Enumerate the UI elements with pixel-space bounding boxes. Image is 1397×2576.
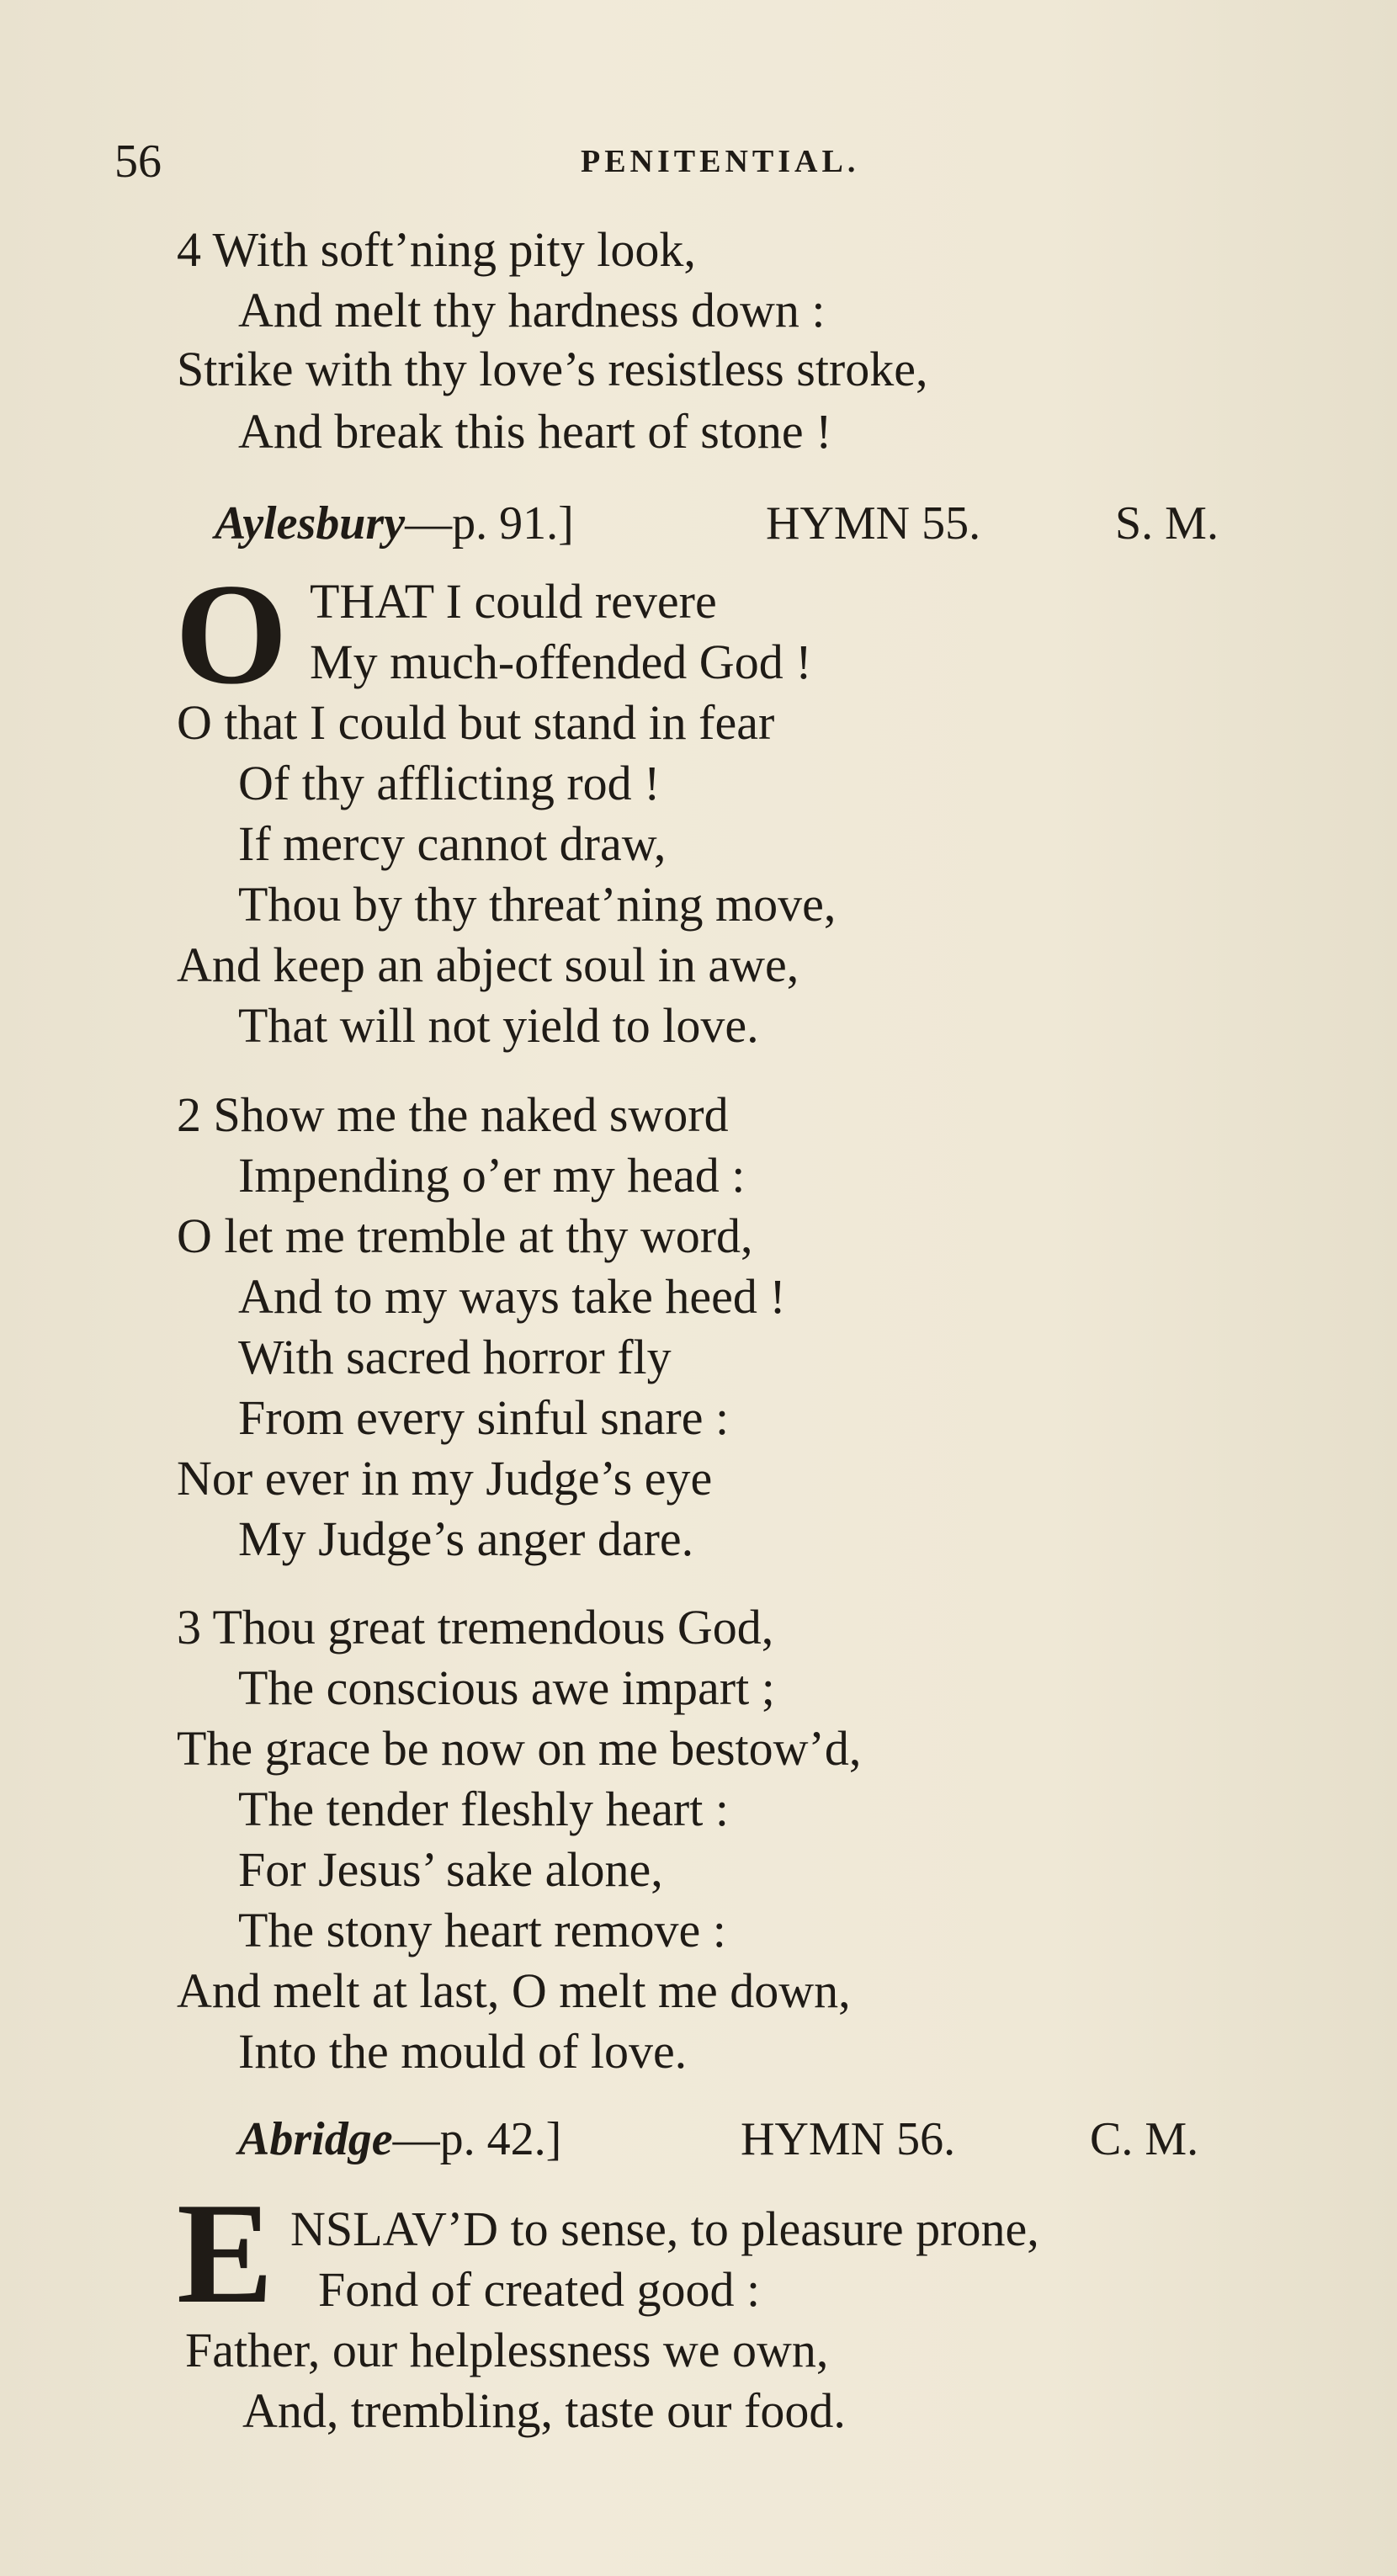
hymn-header (215, 497, 574, 550)
verse-line: NSLAV’D to sense, to pleasure prone, (290, 2202, 1039, 2256)
verse-line: THAT I could revere (310, 574, 717, 629)
verse-line: And break this heart of stone ! (238, 404, 832, 459)
verse-line: The stony heart remove : (238, 1903, 726, 1957)
hymn-title: HYMN 56. (741, 2113, 956, 2165)
hymn-header (238, 2112, 561, 2166)
verse-line: The tender fleshly heart : (238, 1782, 729, 1836)
verse-line: Fond of created good : (318, 2262, 761, 2317)
verse-line: 4 With soft’ning pity look, (177, 222, 696, 277)
tune-name: Aylesbury (215, 497, 406, 550)
verse-line: Of thy afflicting rod ! (238, 756, 661, 810)
drop-capital: E (177, 2174, 274, 2334)
verse-line: If mercy cannot draw, (238, 816, 667, 871)
drop-capital: O (175, 555, 288, 714)
tune-name: Abridge (238, 2113, 393, 2165)
verse-line: The conscious awe impart ; (238, 1660, 775, 1715)
verse-line: Thou by thy threat’ning move, (238, 877, 837, 932)
verse-line: The grace be now on me bestow’d, (177, 1721, 862, 1776)
verse-line: O that I could but stand in fear (177, 695, 775, 750)
verse-line: For Jesus’ sake alone, (238, 1842, 663, 1897)
page-number: 56 (114, 135, 162, 188)
hymn-title: HYMN 55. (766, 497, 981, 550)
verse-line: O let me tremble at thy word, (177, 1208, 753, 1263)
verse-line: Strike with thy love’s resistless stroke, (177, 342, 928, 396)
verse-line: Impending o’er my head : (238, 1148, 746, 1203)
verse-line: Nor ever in my Judge’s eye (177, 1451, 713, 1506)
verse-line: And melt thy hardness down : (238, 283, 826, 337)
verse-line: 3 Thou great tremendous God, (177, 1600, 774, 1654)
tune-reference: —p. 42.] (392, 2113, 562, 2165)
tune-reference: —p. 91.] (405, 497, 574, 550)
hymn-meter: S. M. (1115, 497, 1219, 550)
verse-line: And, trembling, taste our food. (242, 2383, 846, 2438)
verse-line: My much-offended God ! (310, 635, 812, 689)
verse-line: My Judge’s anger dare. (238, 1511, 694, 1566)
hymn-meter: C. M. (1090, 2113, 1199, 2165)
verse-line: From every sinful snare : (238, 1390, 730, 1445)
verse-line: And melt at last, O melt me down, (177, 1963, 851, 2018)
verse-line: 2 Show me the naked sword (177, 1087, 729, 1142)
verse-line: With sacred horror fly (238, 1330, 672, 1384)
verse-line: And to my ways take heed ! (238, 1269, 786, 1324)
verse-line: And keep an abject soul in awe, (177, 937, 799, 992)
verse-line: That will not yield to love. (238, 998, 759, 1053)
verse-line: Into the mould of love. (238, 2024, 688, 2079)
running-head: PENITENTIAL. (581, 144, 860, 179)
verse-line: Father, our helplessness we own, (185, 2323, 829, 2377)
